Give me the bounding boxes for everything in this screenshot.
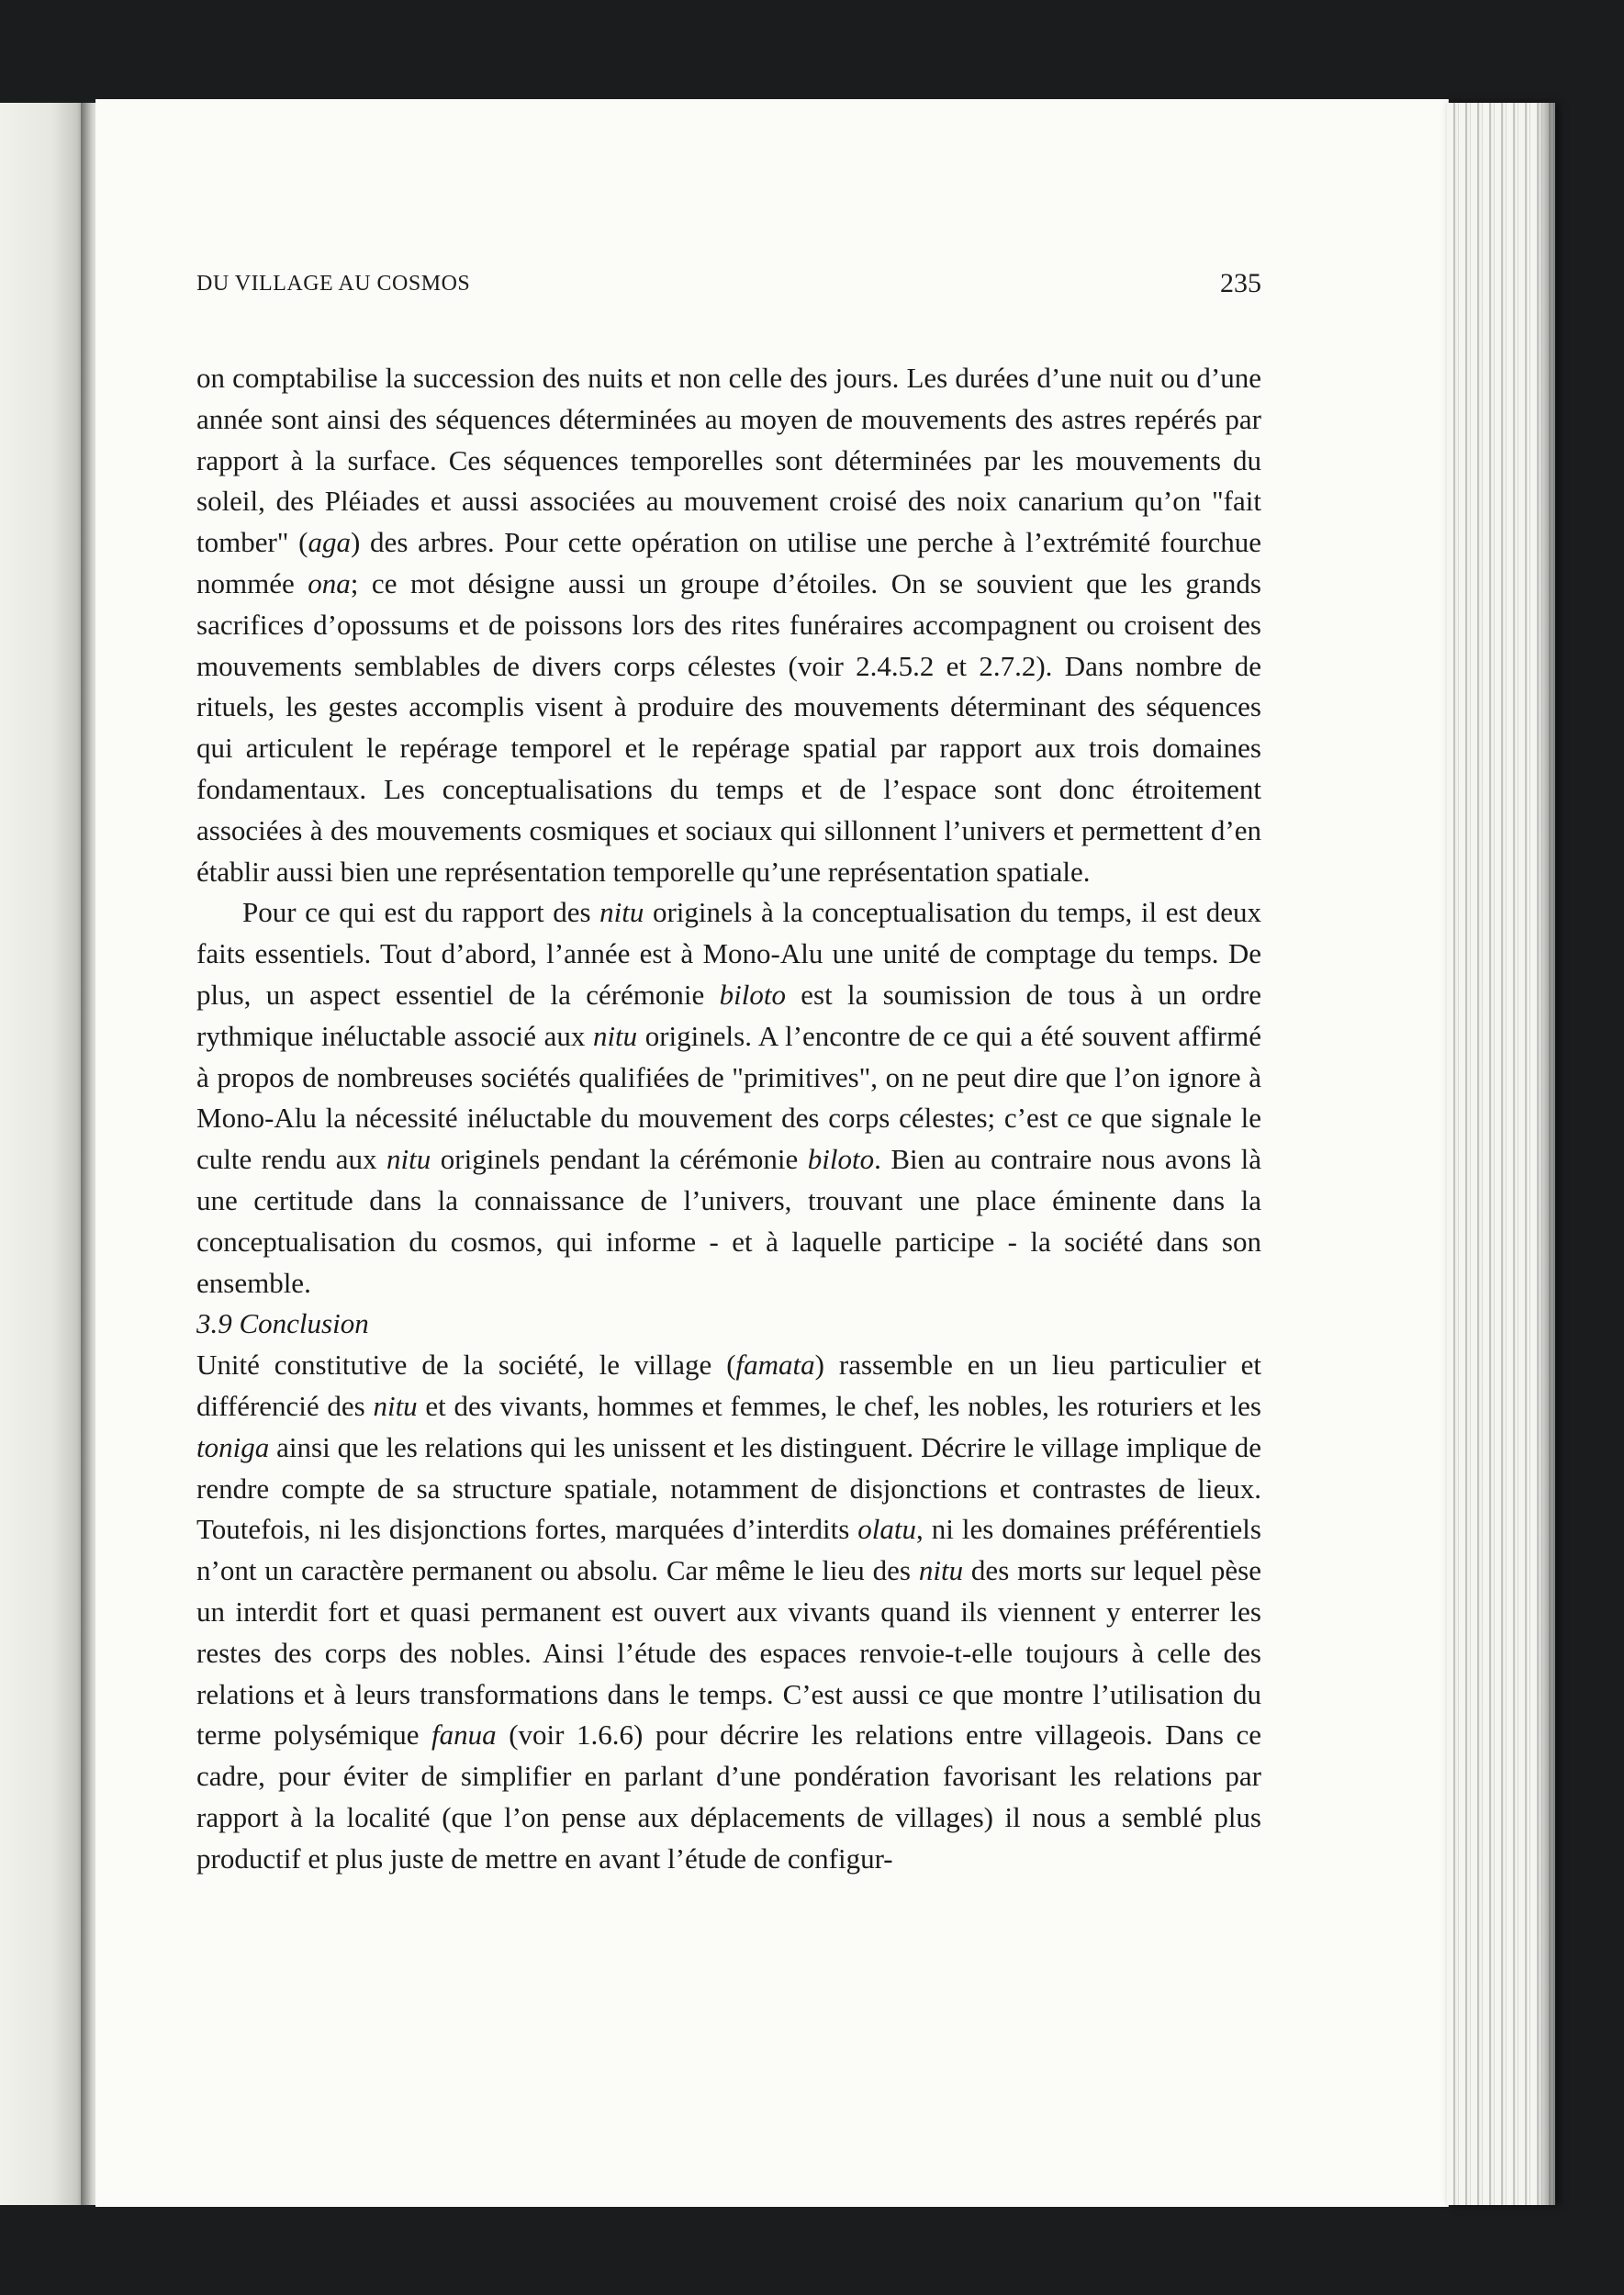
text-run: originels pendant la cérémonie bbox=[431, 1143, 808, 1176]
italic-term: nitu bbox=[386, 1143, 431, 1176]
italic-term: ona bbox=[308, 566, 351, 599]
section-heading: 3.9 Conclusion bbox=[196, 1307, 369, 1340]
text-run: des morts sur lequel pèse un interdit fort et quasi permanent est ouvert aux vivants quand ils viennent y enterrer les restes des corps des nobles. Ainsi l’étude des espaces renvoie-t-elle toujours à celle des relations et à leurs transformations dans le temps. C’est aussi ce que montre l’utilisation du terme polysémique bbox=[196, 1554, 1261, 1752]
italic-term: aga bbox=[308, 526, 352, 559]
text-run: originels. A l’encontre de ce qui a été souvent affirmé à propos de nombreuses sociétés qualifiées de "primitives", on ne peut dire que l’on ignore à Mono-Alu la nécessité inéluctable du mouvement des corps célestes; c’est ce que signale le culte rendu aux bbox=[196, 1019, 1261, 1176]
text-run: ainsi que les relations qui les unissent et les distinguent. Décrire le village implique de rendre compte de sa structure spatiale, notamment de disjonctions et contrastes de lieux. Toutefois, ni les disjonctions fortes, marquées d’interdits bbox=[196, 1430, 1261, 1546]
text-run: ) rassemble en un lieu particulier et différencié des bbox=[196, 1349, 1261, 1422]
text-run: ) des arbres. Pour cette opération on utilise une perche à l’extrémité fourchue nommée bbox=[196, 526, 1261, 599]
text-run: Pour ce qui est du rapport des bbox=[242, 896, 600, 929]
running-title: DU VILLAGE AU COSMOS bbox=[196, 272, 471, 296]
text-run: originels à la conceptualisation du temps, il est deux faits essentiels. Tout d’abord, l’année est à Mono-Alu une unité de comptage du temps. De plus, un aspect essentiel de la cérémonie bbox=[196, 896, 1261, 1011]
text-run: et des vivants, hommes et femmes, le chef, les nobles, les roturiers et les bbox=[417, 1389, 1261, 1422]
text-run: on comptabilise la succession des nuits et non celle des jours. Les durées d’une nuit ou d’une année sont ainsi des séquences déterminées au moyen de mouvements des astres repérés par rapport à la surface. Ces séquences temporelles sont déterminées par les mouvements du soleil, des Pléiades et aussi associées au mouvement croisé des noix canarium qu’on "fait tomber" ( bbox=[196, 362, 1261, 559]
text-run: est la soumission de tous à un ordre rythmique inéluctable associé aux bbox=[196, 978, 1261, 1052]
text-run: . Bien au contraire nous avons là une certitude dans la connaissance de l’univers, trouvant une place éminente dans la conceptualisation du cosmos, qui informe - et à laquelle participe - la société dans son ensemble. bbox=[196, 1143, 1261, 1299]
italic-term: olatu bbox=[857, 1513, 916, 1546]
italic-term: nitu bbox=[373, 1389, 418, 1422]
italic-term: toniga bbox=[196, 1430, 270, 1463]
italic-term: fanua bbox=[431, 1718, 497, 1752]
paragraph-1 bbox=[196, 358, 1261, 892]
running-head bbox=[196, 268, 1261, 305]
italic-term: famata bbox=[735, 1349, 815, 1382]
text-run: (voir 1.6.6) pour décrire les relations entre villageois. Dans ce cadre, pour éviter de simplifier en parlant d’une pondération favorisant les relations par rapport à la localité (que l’on pense aux déplacements de villages) il nous a semblé plus productif et plus juste de mettre en avant l’étude de configur- bbox=[196, 1718, 1261, 1875]
italic-term: biloto bbox=[719, 978, 786, 1011]
paragraph-2 bbox=[196, 892, 1261, 1304]
italic-term: nitu bbox=[918, 1554, 964, 1587]
text-run: ; ce mot désigne aussi un groupe d’étoiles. On se souvient que les grands sacrifices d’opossums et de poissons lors des rites funéraires accompagnent ou croisent des mouvements semblables de divers corps célestes (voir 2.4.5.2 et 2.7.2). Dans nombre de rituels, les gestes accomplis visent à produire des mouvements déterminant des séquences qui articulent le repérage temporel et le repérage spatial par rapport aux trois domaines fondamentaux. Les conceptualisations du temps et de l’espace sont donc étroitement associées à des mouvements cosmiques et sociaux qui sillonnent l’univers et permettent d’en établir aussi bien une représentation temporelle qu’une représentation spatiale. bbox=[196, 566, 1261, 888]
body-text bbox=[196, 358, 1261, 1879]
page-stack-edge bbox=[1447, 103, 1555, 2205]
italic-term: nitu bbox=[599, 896, 644, 929]
text-run: Unité constitutive de la société, le village ( bbox=[196, 1349, 736, 1382]
italic-term: nitu bbox=[592, 1019, 638, 1052]
text-run: , ni les domaines préférentiels n’ont un caractère permanent ou absolu. Car même le lieu des bbox=[196, 1513, 1261, 1587]
italic-term: biloto bbox=[807, 1143, 875, 1176]
paragraph-3 bbox=[196, 1345, 1261, 1879]
page-number: 235 bbox=[1220, 268, 1261, 298]
previous-page-edge bbox=[0, 103, 87, 2205]
